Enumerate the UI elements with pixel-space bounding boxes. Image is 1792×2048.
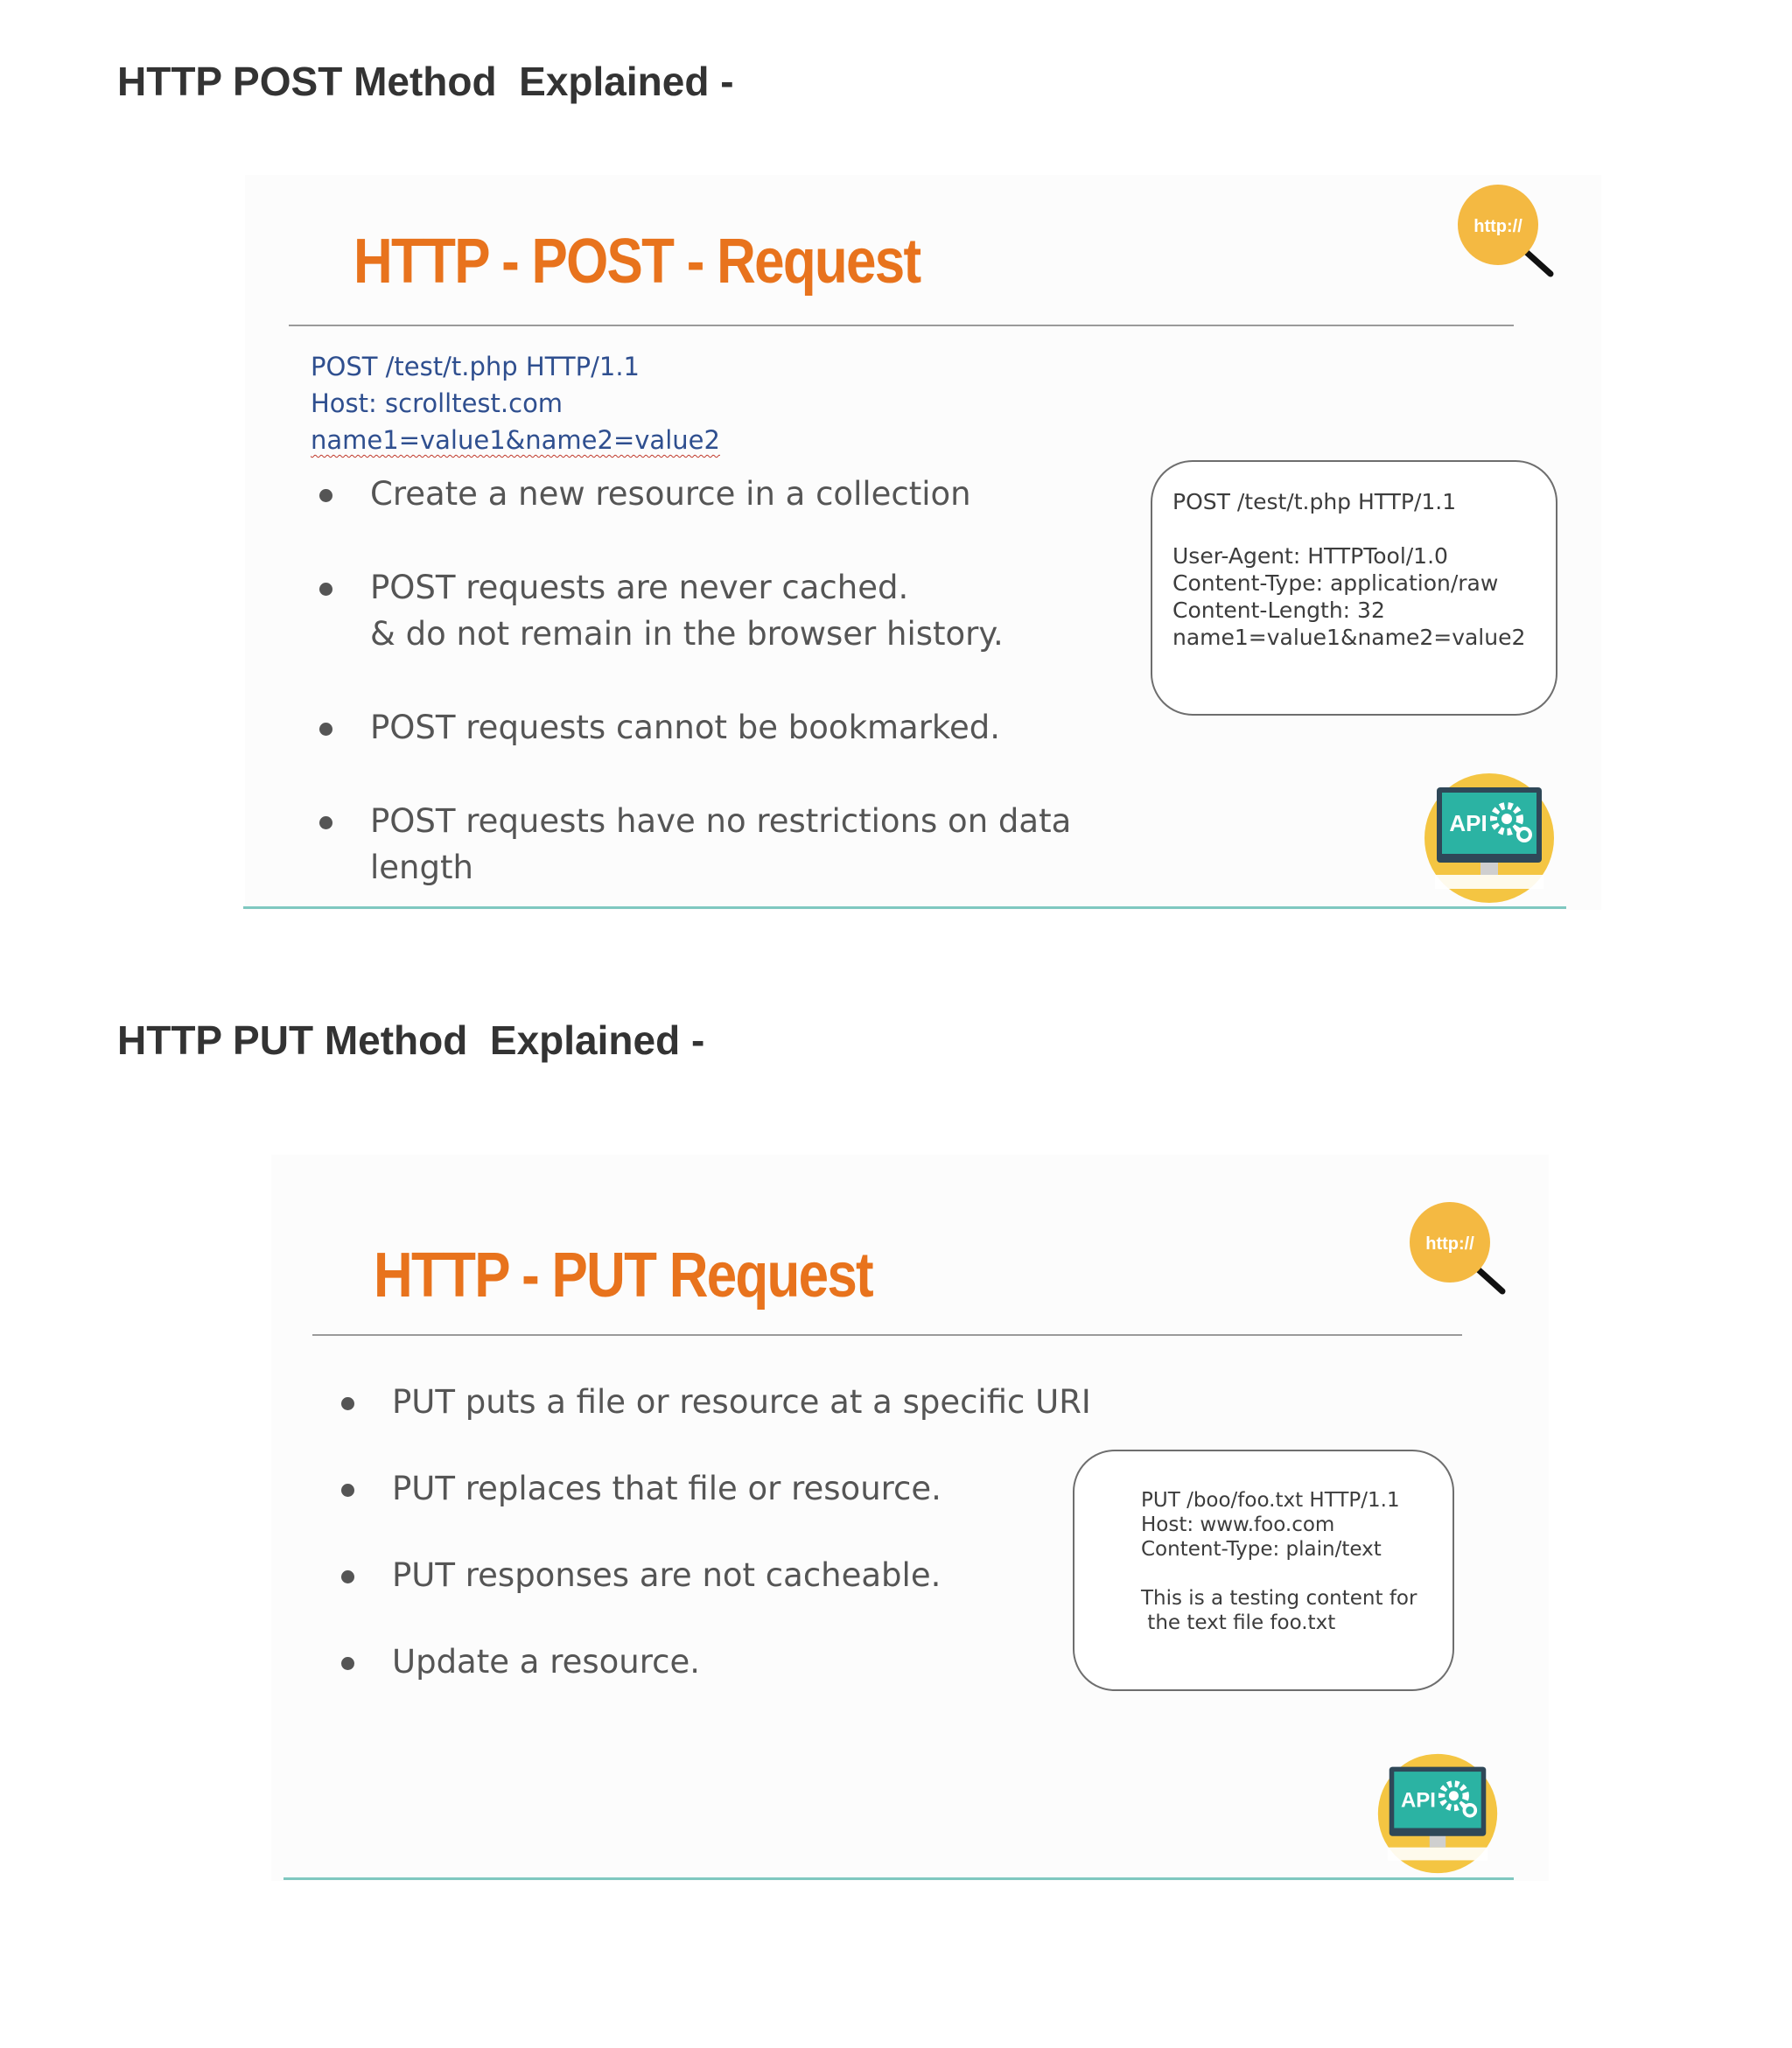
put-example-line: Host: www.foo.com [1141,1513,1335,1536]
put-title-divider [312,1334,1462,1336]
put-slide-title: HTTP - PUT Request [374,1241,872,1311]
put-example-line: PUT /boo/foo.txt HTTP/1.1 [1141,1489,1400,1512]
bullet-dot [341,1484,354,1497]
put-api-monitor-icon [1376,1752,1499,1875]
put-bottom-divider [284,1877,1514,1880]
bullet-text: POST requests are never cached. & do not remain in the browser history. [370,569,1004,653]
post-bottom-divider [243,906,1566,909]
post-section-heading: HTTP POST Method Explained - [117,59,734,104]
post-api-monitor-icon [1423,772,1556,905]
put-example-line: the text file foo.txt [1141,1611,1336,1634]
post-example-line [1172,515,1556,542]
put-bullet-item [341,1379,1129,1425]
post-request-line: POST /test/t.php HTTP/1.1 [311,352,640,381]
post-bullet-item [319,471,1107,517]
post-example-line: Content-Length: 32 [1172,598,1385,623]
bullet-text: POST requests have no restrictions on data length [370,802,1072,886]
bullet-dot [319,816,332,829]
bullet-dot [319,723,332,736]
put-magnifier-http-icon [1404,1197,1509,1297]
bullet-text: PUT replaces that file or resource. [392,1470,942,1507]
bullet-dot [341,1570,354,1583]
bullet-text: PUT responses are not cacheable. [392,1556,942,1594]
post-bullet-item [319,798,1107,891]
post-example-line: name1=value1&name2=value2 [1172,625,1526,650]
put-example-line: This is a testing content for [1141,1587,1418,1610]
bullet-dot [341,1657,354,1670]
put-bullet-item [341,1465,1129,1512]
put-bullet-item [341,1639,1129,1685]
post-host-line: Host: scrolltest.com [311,388,564,418]
api-desk [1388,1848,1488,1861]
post-example-line: POST /test/t.php HTTP/1.1 [1172,489,1457,514]
post-bullet-list [319,471,1107,891]
put-badge-label: http:// [1425,1234,1474,1254]
post-slide-title: HTTP - POST - Request [354,227,920,297]
post-example-box [1151,460,1558,716]
post-bullet-item [319,704,1107,751]
bullet-text: PUT puts a file or resource at a specific URI [392,1383,1091,1421]
put-api-label: API [1400,1788,1436,1813]
post-bullet-item [319,564,1107,657]
bullet-text: Create a new resource in a collection [370,475,971,513]
post-api-label: API [1449,810,1488,836]
put-example-line: Content-Type: plain/text [1141,1538,1382,1561]
put-section-heading: HTTP PUT Method Explained - [117,1017,705,1063]
bullet-dot [319,583,332,596]
post-body-text: name1=value1&name2=value2 [311,425,720,455]
put-example-box [1073,1450,1454,1691]
bullet-text: POST requests cannot be bookmarked. [370,709,1001,746]
post-example-line: Content-Type: application/raw [1172,570,1499,596]
api-desk [1435,875,1544,889]
bullet-dot [319,489,332,502]
bullet-dot [341,1397,354,1410]
put-example-line [1141,1562,1452,1586]
post-badge-label: http:// [1474,217,1522,236]
post-example-line: User-Agent: HTTPTool/1.0 [1172,543,1448,569]
bullet-text: Update a resource. [392,1643,700,1681]
put-bullet-list [341,1379,1129,1685]
post-title-divider [289,325,1514,326]
post-body-line [311,425,720,455]
put-bullet-item [341,1552,1129,1598]
post-magnifier-http-icon [1452,179,1558,280]
